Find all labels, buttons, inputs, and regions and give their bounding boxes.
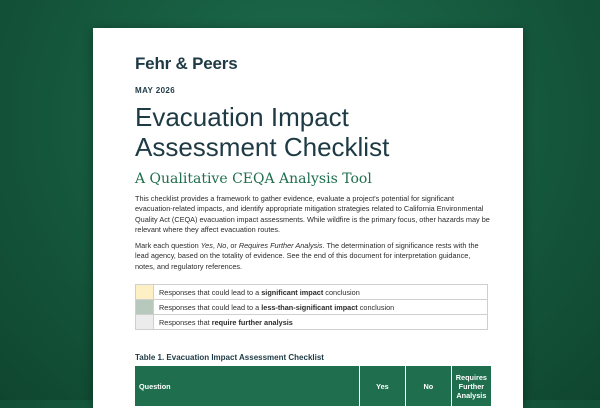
header-requires-further-analysis: Requires Further Analysis	[455, 372, 487, 400]
legend-table	[135, 284, 488, 330]
option-no-text: No	[216, 241, 227, 250]
instructions-text: Mark each question	[135, 241, 201, 250]
header-question: Question	[135, 366, 359, 406]
intro-paragraph: This checklist provides a framework to gather evidence, evaluate a project's potential for significant evacuation-related impacts, and identify appropriate mitigation strategies related to California Environmental Quality Act (CEQA) evacuation impact assessments. While wildfire is the primary focus, other hazards may be relevant where they affect evacuation routes.	[135, 194, 490, 235]
legend-swatch-less-than-significant	[136, 300, 154, 315]
legend-label: Responses that require further analysis	[154, 315, 488, 330]
header-no: No	[405, 366, 451, 406]
instructions-paragraph	[135, 241, 491, 272]
legend-swatch-further-analysis	[136, 315, 154, 330]
table-caption: Table 1. Evacuation Impact Assessment Checklist	[135, 353, 324, 362]
legend-label: Responses that could lead to a less-than-significant impact conclusion	[154, 300, 488, 315]
option-rfa-text: Requires Further Analysis	[238, 241, 323, 250]
option-yes-text: Yes	[200, 241, 213, 250]
header-yes: Yes	[359, 366, 405, 406]
legend-row	[136, 285, 488, 300]
instructions-sep: , or	[226, 241, 239, 250]
document-page	[93, 28, 523, 408]
brand-logo: Fehr & Peers	[135, 54, 238, 73]
checklist-table	[135, 366, 491, 406]
legend-label: Responses that could lead to a significant impact conclusion	[154, 285, 488, 300]
page-title: Evacuation Impact Assessment Checklist	[135, 102, 390, 162]
legend-row	[136, 300, 488, 315]
table-header-row	[135, 366, 491, 406]
legend-row	[136, 315, 488, 330]
instructions-sep: ,	[212, 241, 217, 250]
page-subtitle: A Qualitative CEQA Analysis Tool	[135, 171, 372, 187]
legend-swatch-significant	[136, 285, 154, 300]
instructions-text: . The determination of significance rests with the lead agency, based on the totality of evidence. See the end of this document for interpretation guidance, notes, and regulatory references.	[135, 241, 479, 271]
publication-date: MAY 2026	[135, 86, 176, 95]
